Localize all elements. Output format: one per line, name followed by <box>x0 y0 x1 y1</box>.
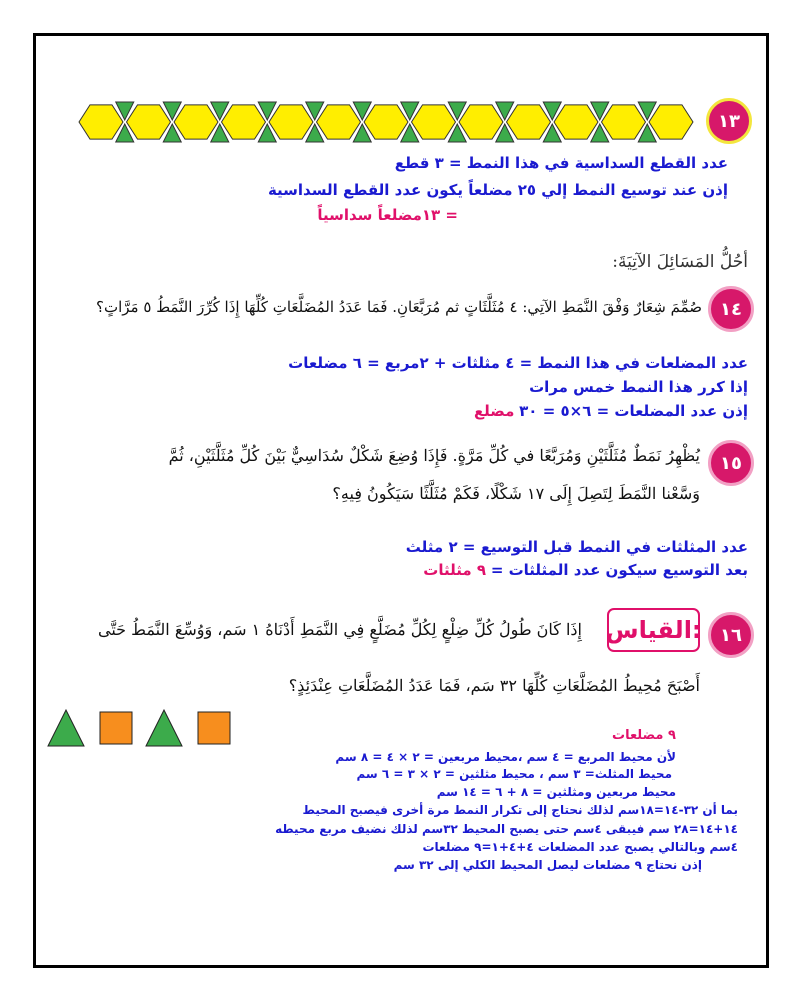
q14-answer-line-2: إذا كرر هذا النمط خمس مرات <box>529 378 748 396</box>
square-shape <box>198 712 230 744</box>
q16-explanation-line: لأن محيط المربع = ٤ سم ،محيط مربعين = ٢ × ٤ = ٨ سم <box>335 750 676 764</box>
hexagon-shape <box>317 105 361 139</box>
hexagon-shape <box>79 105 123 139</box>
hexagon-shape <box>412 105 456 139</box>
q16-explanation-line: محيط مربعين ومثلثين = ٨ + ٦ = ١٤ سم <box>436 785 676 799</box>
square-shape <box>100 712 132 744</box>
q14-problem-text: صُمِّمَ شِعَارٌ وَفْقَ النَّمَطِ الآتِي: ٤ مُثَلَّثَاتٍ ثم مُرَبَّعَانِ. فَمَا عَدَدُ المُضَلَّعَاتِ كُلِّهَا إِذَا كُرِّرَ النَّمَطُ ٥ مَرَّاتٍ؟ <box>96 298 702 316</box>
hexagon-shape <box>649 105 693 139</box>
shape-pattern <box>46 708 236 748</box>
hexagon-shape <box>459 105 503 139</box>
hexagon-shape <box>602 105 646 139</box>
q16-explanation-line: إذن نحتاج ٩ مضلعات ليصل المحيط الكلي إلى ٣٢ سم <box>393 858 702 872</box>
q14-answer-line-1: عدد المضلعات في هذا النمط = ٤ مثلثات + ٢مربع = ٦ مضلعات <box>288 354 748 372</box>
triangle-shape <box>146 710 182 746</box>
hexagon-shape <box>364 105 408 139</box>
q16-problem-line-1: إِذَا كَانَ طُولُ كُلِّ ضِلْعٍ لِكُلِّ مُضَلَّعٍ فِي النَّمَطِ أَدْنَاهُ ١ سَم، وَوُسِّعَ النَّمَطُ حَتَّى <box>98 620 582 639</box>
q16-explanation-line: بما أن ٣٢-١٤=١٨سم لذلك نحتاج إلى تكرار النمط مرة أخرى فيصبح المحيط <box>302 803 738 817</box>
q15-problem-line-2: وَسَّعْنا النَّمَطَ لِتَصِلَ إِلَى ١٧ شَكْلًا، فَكَمْ مُثَلَّثًا سَيَكُونُ فِيهِ؟ <box>332 484 700 503</box>
q15-problem-line-1: يُظْهِرُ نَمَطٌ مُثَلَّثَيْنِ وَمُرَبَّعًا في كُلِّ مَرَّةٍ. فَإِذَا وُضِعَ شَكْلٌ سُدَاسِيٌّ بَيْنَ كُلِّ مُثَلَّثَيْنِ، ثُمَّ <box>168 446 700 465</box>
hexagon-shape <box>127 105 171 139</box>
hexagon-shape <box>222 105 266 139</box>
section-heading: أحُلُّ المَسَائِلَ الآتِيَةَ: <box>612 252 748 272</box>
q16-explanation-line: ٤سم وبالتالي يصبح عدد المضلعات ٤+٤+١=٩ مضلعات <box>422 840 738 854</box>
hexagon-shape <box>554 105 598 139</box>
q14-answer-equation: إذن عدد المضلعات = ٦×٥ = ٣٠ <box>519 402 748 420</box>
hexagon-shape <box>507 105 551 139</box>
q16-explanation-line: محيط المثلث= ٣ سم ، محيط مثلثين = ٢ × ٣ = ٦ سم <box>356 767 672 781</box>
q13-answer-line-2: إذن عند توسيع النمط إلي ٢٥ مضلعاً يكون عدد القطع السداسية <box>267 181 728 199</box>
q14-answer-line-3 <box>474 402 748 420</box>
q15-answer-result: ٩ مثلثات <box>423 561 487 579</box>
q15-answer-prefix: بعد التوسيع سيكون عدد المثلثات = <box>490 561 748 579</box>
q16-problem-line-2: أَصْبَحَ مُحِيطُ المُضَلَّعَاتِ كُلِّهَا ٣٢ سَم، فَمَا عَدَدُ المُضَلَّعَاتِ عِنْدَئِذٍ؟ <box>288 676 700 695</box>
hexagon-shape <box>174 105 218 139</box>
triangle-shape <box>48 710 84 746</box>
q16-answer-title: ٩ مضلعات <box>612 728 676 743</box>
q13-answer-line-1: عدد القطع السداسية في هذا النمط = ٣ قطع <box>394 154 728 172</box>
hexagon-shape <box>269 105 313 139</box>
q14-answer-unit: مضلع <box>473 402 515 420</box>
question-number-badge: ١٦ <box>708 612 754 658</box>
q15-answer-line-1: عدد المثلثات في النمط قبل التوسيع = ٢ مثلث <box>405 538 748 556</box>
question-number-badge: ١٥ <box>708 440 754 486</box>
q13-answer-line-3: = ١٣مضلعاً سداسياً <box>317 206 458 224</box>
q16-explanation-line: ١٤+١٤=٢٨ سم فيبقى ٤سم حتى يصبح المحيط ٣٢سم لذلك نضيف مربع محيطه <box>275 822 738 836</box>
q15-answer-line-2 <box>423 561 748 579</box>
question-number-badge: ١٤ <box>708 286 754 332</box>
question-number-badge: ١٣ <box>706 98 752 144</box>
measurement-label: القياس: <box>607 608 700 652</box>
hexagon-triangle-pattern <box>78 100 700 146</box>
